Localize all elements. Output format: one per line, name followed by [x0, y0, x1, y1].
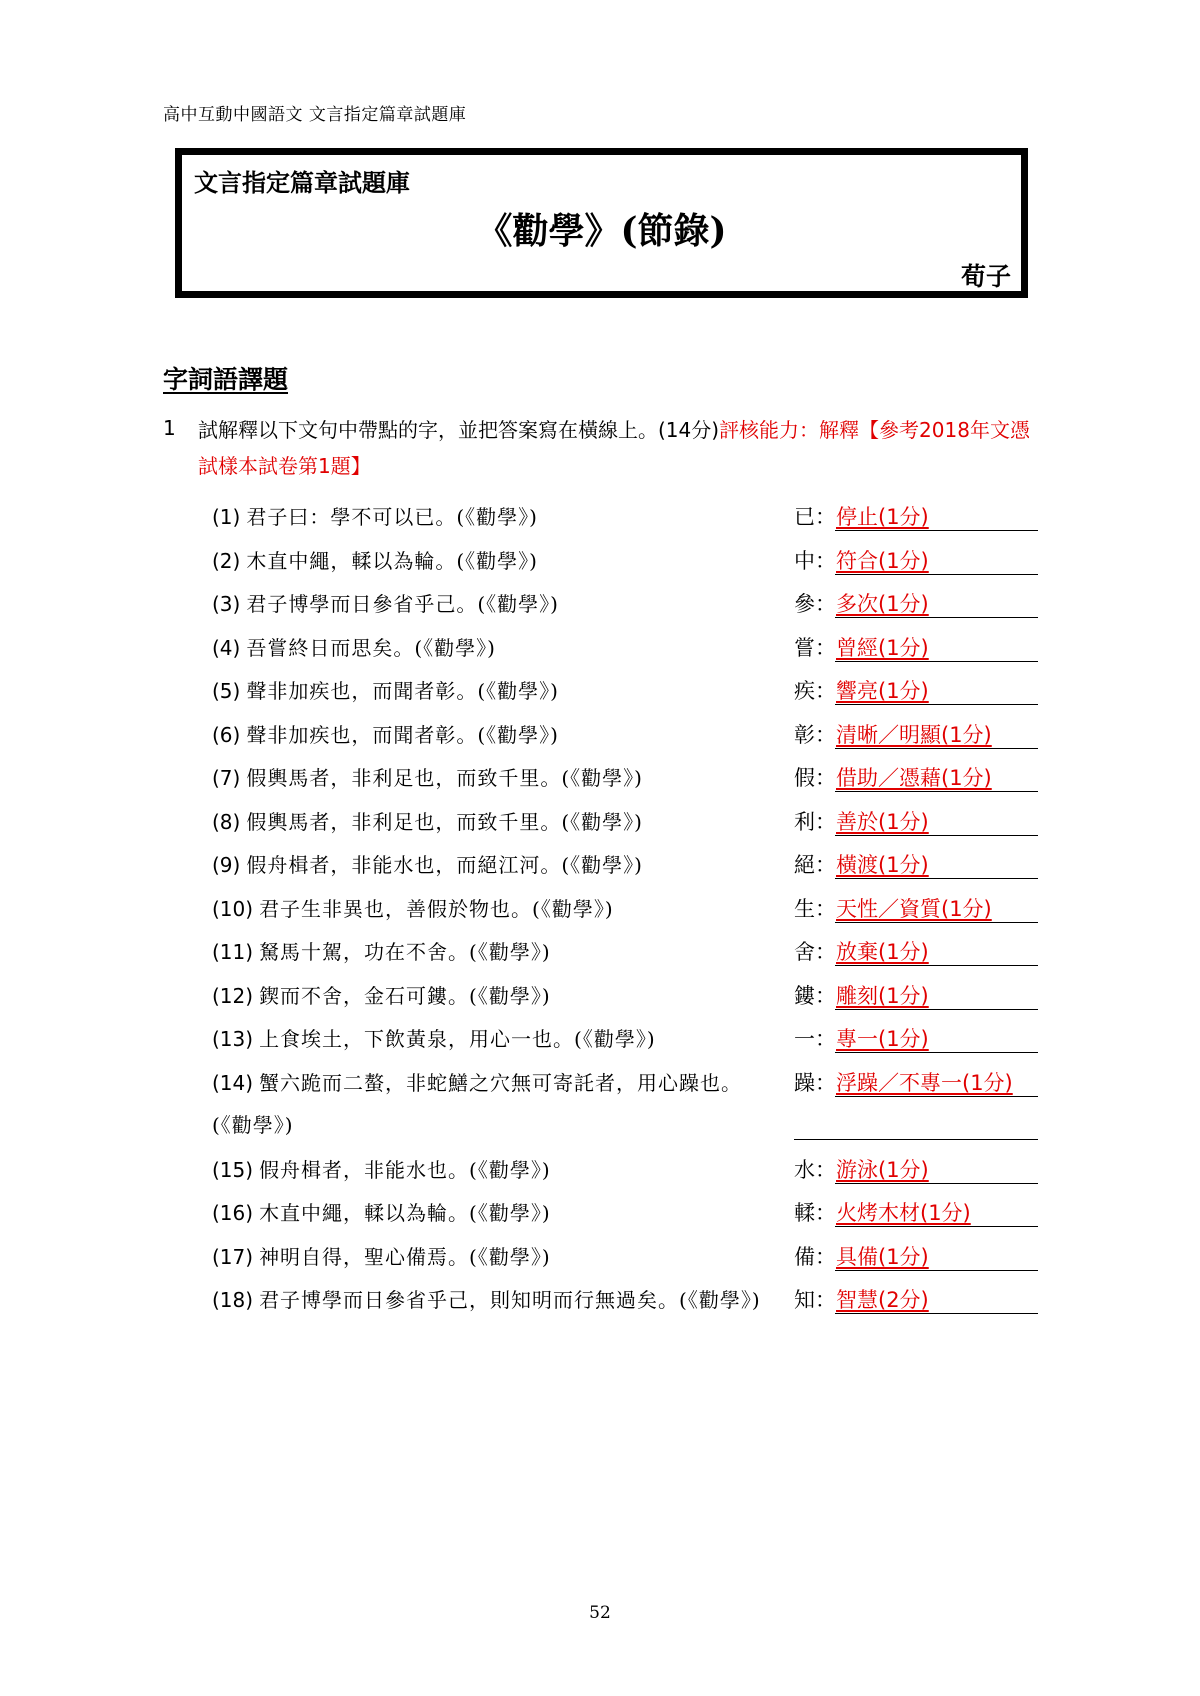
item-number: (5) — [212, 679, 241, 703]
sentence-text: 吾嘗終日而思矣。(《勸學》) — [246, 635, 496, 660]
answer-field: 假：借助／憑藉(1分) — [794, 757, 1038, 799]
sentence-text: 假輿馬者，非利足也，而致千里。(《勸學》) — [246, 809, 643, 834]
item-sentence — [212, 931, 772, 973]
item-number: (18) — [212, 1288, 254, 1312]
target-char: 中 — [794, 548, 815, 573]
list-item — [212, 534, 1042, 578]
answer-text: 專一(1分) — [836, 1027, 929, 1051]
title-box — [175, 148, 1028, 298]
answer-field: 已：停止(1分) — [794, 496, 1038, 538]
answer-field: 鏤：雕刻(1分) — [794, 975, 1038, 1017]
item-sentence — [212, 1279, 772, 1321]
answer-field: 備：具備(1分) — [794, 1236, 1038, 1278]
item-sentence — [212, 1062, 772, 1146]
item-sentence — [212, 1149, 772, 1191]
sentence-text: 駑馬十駕，功在不舍。(《勸學》) — [259, 940, 551, 964]
sentence-text: 君子博學而日參省乎己，則知明而行無過矣。(《勸學》) — [259, 1288, 761, 1312]
item-number: (9) — [212, 853, 241, 877]
item-sentence — [212, 975, 772, 1017]
list-item — [212, 1143, 1042, 1187]
answer-field: 嘗：曾經(1分) — [794, 627, 1038, 669]
answer-field: 參：多次(1分) — [794, 583, 1038, 625]
sentence-text: 君子生非異也，善假於物也。(《勸學》) — [259, 896, 614, 921]
answer-text: 借助／憑藉(1分) — [836, 766, 992, 790]
answer-underline — [835, 1226, 1038, 1227]
list-item — [212, 925, 1042, 969]
answer-field: 水：游泳(1分) — [794, 1149, 1038, 1191]
question-text — [198, 412, 1048, 484]
target-char: 彰 — [794, 722, 815, 747]
chapter-title: 《勸學》(節錄) — [476, 210, 727, 252]
item-number: (10) — [212, 896, 254, 921]
sentence-text: 聲非加疾也，而聞者彰。(《勸學》) — [246, 679, 559, 703]
answer-text: 游泳(1分) — [836, 1157, 929, 1182]
target-char: 利 — [794, 809, 815, 834]
answer-text: 放棄(1分) — [836, 940, 929, 964]
item-sentence — [212, 1018, 772, 1060]
item-sentence — [212, 627, 772, 669]
page-number: 52 — [589, 1603, 611, 1623]
author-name: 荀子 — [960, 262, 1011, 291]
target-char: 備 — [794, 1244, 815, 1269]
running-header: 高中互動中國語文 文言指定篇章試題庫 — [163, 105, 467, 125]
list-item — [212, 969, 1042, 1013]
answer-field: 知：智慧(2分) — [794, 1279, 1038, 1321]
target-char: 已 — [794, 505, 815, 529]
answer-text: 雕刻(1分) — [836, 983, 929, 1008]
answer-field: 彰：清晰／明顯(1分) — [794, 714, 1038, 756]
item-sentence — [212, 1236, 772, 1278]
list-item — [212, 708, 1042, 752]
target-char: 生 — [794, 896, 815, 921]
answer-underline — [835, 1313, 1038, 1314]
answer-text: 多次(1分) — [836, 592, 929, 616]
item-number: (11) — [212, 940, 254, 964]
answer-text: 浮躁／不專一(1分) — [836, 1070, 1013, 1095]
item-number: (3) — [212, 592, 241, 616]
target-char: 鏤 — [794, 983, 815, 1008]
item-sentence — [212, 757, 772, 799]
list-item — [212, 882, 1042, 926]
item-number: (17) — [212, 1244, 254, 1269]
answer-underline — [835, 748, 1038, 749]
list-item — [212, 1056, 1042, 1143]
target-char: 嘗 — [794, 635, 815, 660]
item-number: (1) — [212, 505, 241, 529]
answer-underline — [835, 704, 1038, 705]
target-char: 知 — [794, 1288, 815, 1312]
item-sentence — [212, 583, 772, 625]
answer-field: 利：善於(1分) — [794, 801, 1038, 843]
item-number: (16) — [212, 1201, 254, 1225]
answer-text: 曾經(1分) — [836, 635, 929, 660]
item-number: (13) — [212, 1027, 254, 1051]
target-char: 一 — [794, 1027, 815, 1051]
list-item — [212, 664, 1042, 708]
answer-underline — [835, 1270, 1038, 1271]
answer-text: 火烤木材(1分) — [836, 1201, 971, 1225]
answer-underline — [835, 574, 1038, 575]
answer-field: 躁：浮躁／不專一(1分) — [794, 1062, 1038, 1104]
item-sentence — [212, 496, 772, 538]
item-number: (15) — [212, 1157, 254, 1182]
list-item — [212, 1230, 1042, 1274]
answer-text: 具備(1分) — [836, 1244, 929, 1269]
answer-field: 生：天性／資質(1分) — [794, 888, 1038, 930]
item-number: (12) — [212, 983, 254, 1008]
answer-field: 輮：火烤木材(1分) — [794, 1192, 1038, 1234]
question-note: 評核能力：解釋【參考2018年文憑試樣本試卷第1題】 — [198, 418, 1030, 478]
item-number: (2) — [212, 548, 241, 573]
answer-field: 疾：響亮(1分) — [794, 670, 1038, 712]
target-char: 水 — [794, 1157, 815, 1182]
target-char: 輮 — [794, 1201, 815, 1225]
list-item — [212, 1273, 1042, 1360]
item-sentence — [212, 888, 772, 930]
answer-underline — [835, 791, 1038, 792]
answer-underline — [835, 530, 1038, 531]
list-item — [212, 577, 1042, 621]
item-sentence — [212, 1192, 772, 1234]
item-number: (8) — [212, 809, 241, 834]
answer-underline — [835, 835, 1038, 836]
answer-field: 舍：放棄(1分) — [794, 931, 1038, 973]
answer-text: 響亮(1分) — [836, 679, 929, 703]
sentence-text: 假舟楫者，非能水也。(《勸學》) — [259, 1157, 551, 1182]
sentence-text: 聲非加疾也，而聞者彰。(《勸學》) — [246, 722, 559, 747]
answer-underline — [835, 1096, 1038, 1097]
item-sentence — [212, 844, 772, 886]
answer-field: 中：符合(1分) — [794, 540, 1038, 582]
answer-underline — [835, 617, 1038, 618]
item-number: (7) — [212, 766, 241, 790]
item-list — [212, 490, 1042, 1360]
answer-text: 天性／資質(1分) — [836, 896, 992, 921]
list-item — [212, 751, 1042, 795]
list-item — [212, 621, 1042, 665]
target-char: 躁 — [794, 1070, 815, 1095]
item-sentence — [212, 801, 772, 843]
answer-text: 符合(1分) — [836, 548, 929, 573]
answer-text: 橫渡(1分) — [836, 853, 929, 877]
item-sentence — [212, 714, 772, 756]
answer-field: 一：專一(1分) — [794, 1018, 1038, 1060]
target-char: 絕 — [794, 853, 815, 877]
sentence-text: 上食埃土，下飲黃泉，用心一也。(《勸學》) — [259, 1027, 656, 1051]
target-char: 假 — [794, 766, 815, 790]
answer-underline — [835, 878, 1038, 879]
target-char: 參 — [794, 592, 815, 616]
item-sentence — [212, 540, 772, 582]
item-number: (14) — [212, 1070, 254, 1095]
target-char: 疾 — [794, 679, 815, 703]
answer-text: 智慧(2分) — [836, 1288, 929, 1312]
answer-underline — [835, 965, 1038, 966]
answer-underline — [835, 661, 1038, 662]
question-number: 1 — [163, 416, 176, 440]
item-number: (6) — [212, 722, 241, 747]
list-item — [212, 1186, 1042, 1230]
item-number: (4) — [212, 635, 241, 660]
sentence-text: 假舟楫者，非能水也，而絕江河。(《勸學》) — [246, 853, 643, 877]
section-heading: 字詞語譯題 — [163, 365, 289, 394]
answer-underline — [835, 1052, 1038, 1053]
list-item — [212, 795, 1042, 839]
list-item — [212, 490, 1042, 534]
box-label: 文言指定篇章試題庫 — [194, 169, 410, 197]
target-char: 舍 — [794, 940, 815, 964]
list-item — [212, 1012, 1042, 1056]
answer-text: 清晰／明顯(1分) — [836, 722, 992, 747]
sentence-text: 鍥而不舍，金石可鏤。(《勸學》) — [259, 983, 551, 1008]
sentence-text: 君子曰：學不可以已。(《勸學》) — [246, 505, 538, 529]
answer-underline — [794, 1139, 1038, 1140]
answer-text: 善於(1分) — [836, 809, 929, 834]
sentence-text: 假輿馬者，非利足也，而致千里。(《勸學》) — [246, 766, 643, 790]
sentence-text: 神明自得，聖心備焉。(《勸學》) — [259, 1244, 551, 1269]
answer-underline — [835, 1009, 1038, 1010]
list-item — [212, 838, 1042, 882]
answer-underline — [835, 922, 1038, 923]
sentence-text: 木直中繩，輮以為輪。(《勸學》) — [259, 1201, 551, 1225]
item-sentence — [212, 670, 772, 712]
answer-field: 絕：橫渡(1分) — [794, 844, 1038, 886]
sentence-text: 君子博學而日參省乎己。(《勸學》) — [246, 592, 559, 616]
sentence-text: 木直中繩，輮以為輪。(《勸學》) — [246, 548, 538, 573]
sentence-text: 蟹六跪而二螯，非蛇鱔之穴無可寄託者，用心躁也。(《勸學》) — [212, 1070, 743, 1137]
answer-underline — [835, 1183, 1038, 1184]
answer-text: 停止(1分) — [836, 505, 929, 529]
question-instruction: 試解釋以下文句中帶點的字，並把答案寫在橫線上。(14分) — [198, 418, 720, 442]
